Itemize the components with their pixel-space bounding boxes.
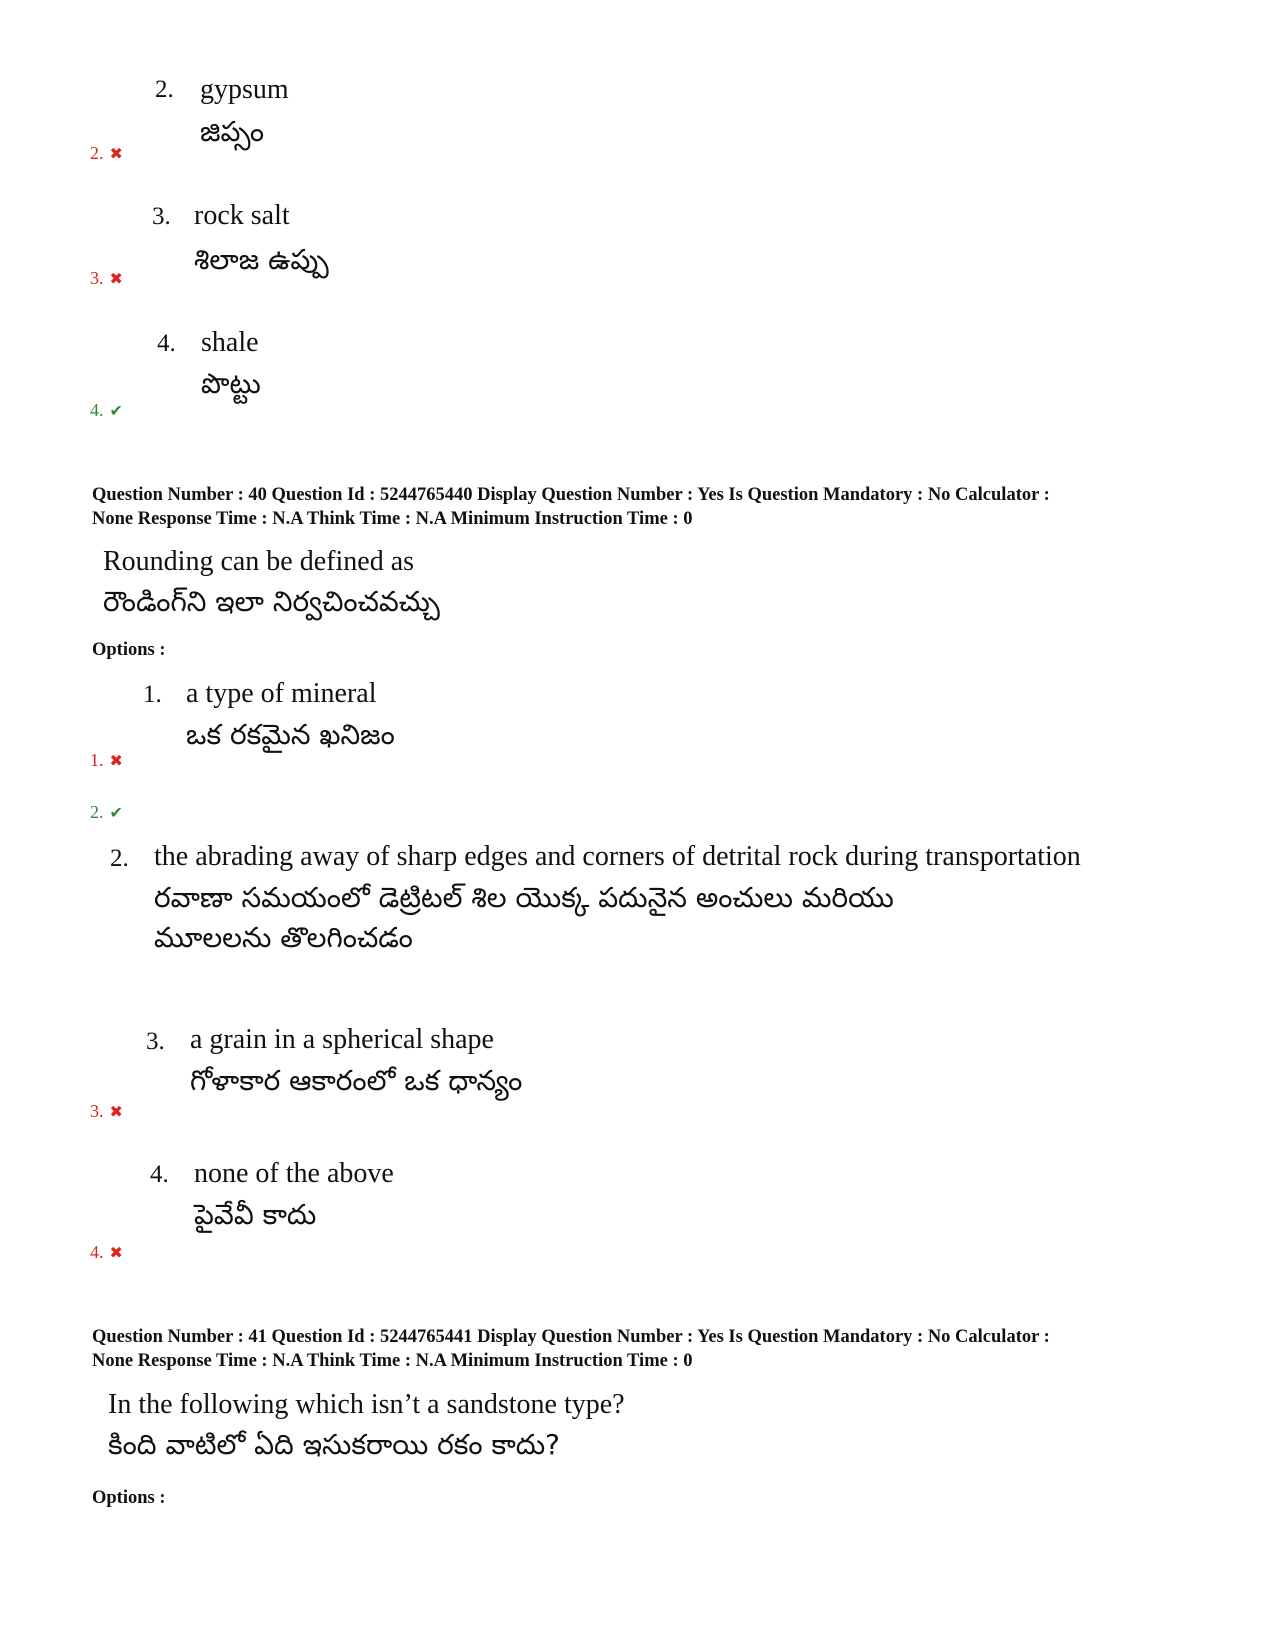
wrong-answer-mark: 4. ✖ xyxy=(90,1242,123,1262)
cross-icon: ✖ xyxy=(109,753,123,770)
cross-icon: ✖ xyxy=(109,1245,123,1262)
correct-answer-mark: 4. ✔ xyxy=(90,400,123,420)
correct-answer-mark: 2. ✔ xyxy=(90,802,123,822)
question-text-en: In the following which isn’t a sandstone type? xyxy=(108,1389,625,1420)
option-2 xyxy=(155,76,174,104)
options-label: Options : xyxy=(92,1488,166,1508)
option-number: 3. xyxy=(146,1028,165,1055)
option-text-en: rock salt xyxy=(194,200,290,231)
option-number: 2. xyxy=(155,76,174,103)
question-meta: Question Number : 40 Question Id : 5244765440 Display Question Number : Yes Is Question Mandatory : No Calculator : None Response Time : N.A Think Time : N.A Minimum Instruction Time : 0 xyxy=(92,485,1050,529)
option-text-te: ఒక రకమైన ఖనిజం xyxy=(186,718,395,751)
option-text-te: పొట్టు xyxy=(201,367,261,400)
check-icon: ✔ xyxy=(109,403,123,420)
option-text-te: పైవేవీ కాదు xyxy=(194,1198,317,1231)
option-text-en: shale xyxy=(201,327,259,358)
option-text-en: none of the above xyxy=(194,1158,394,1189)
option-text-te: శిలాజ ఉప్పు xyxy=(194,243,329,276)
option-text-en: the abrading away of sharp edges and corners of detrital rock during transportation xyxy=(154,841,1081,872)
option-number: 4. xyxy=(157,330,176,357)
option-text-en: a type of mineral xyxy=(186,678,377,709)
cross-icon: ✖ xyxy=(109,146,123,163)
cross-icon: ✖ xyxy=(109,271,123,288)
option-text-te: జిప్సం xyxy=(200,115,265,148)
question-text-te: రౌండింగ్‌ని ఇలా నిర్వచించవచ్చు xyxy=(103,585,440,618)
option-number: 2. xyxy=(110,845,129,872)
option-text-te-line2: మూలలను తొలగించడం xyxy=(154,921,413,954)
option-number: 3. xyxy=(152,203,171,230)
question-text-te: కింది వాటిలో ఏది ఇసుకరాయి రకం కాదు? xyxy=(108,1428,561,1461)
wrong-answer-mark: 3. ✖ xyxy=(90,1101,123,1121)
question-meta: Question Number : 41 Question Id : 5244765441 Display Question Number : Yes Is Question Mandatory : No Calculator : None Response Time : N.A Think Time : N.A Minimum Instruction Time : 0 xyxy=(92,1327,1050,1371)
wrong-answer-mark: 2. ✖ xyxy=(90,143,123,163)
option-number: 4. xyxy=(150,1161,169,1188)
check-icon: ✔ xyxy=(109,805,123,822)
option-text-te: గోళాకార ఆకారంలో ఒక ధాన్యం xyxy=(190,1064,523,1097)
options-label: Options : xyxy=(92,640,166,660)
option-text-en: gypsum xyxy=(200,74,289,105)
wrong-answer-mark: 1. ✖ xyxy=(90,750,123,770)
option-number: 1. xyxy=(143,681,162,708)
option-text-te: రవాణా సమయంలో డెట్రిటల్ శిల యొక్క పదునైన అంచులు మరియు xyxy=(154,881,894,914)
option-text-en: a grain in a spherical shape xyxy=(190,1024,494,1055)
cross-icon: ✖ xyxy=(109,1104,123,1121)
question-text-en: Rounding can be defined as xyxy=(103,546,415,577)
wrong-answer-mark: 3. ✖ xyxy=(90,268,123,288)
